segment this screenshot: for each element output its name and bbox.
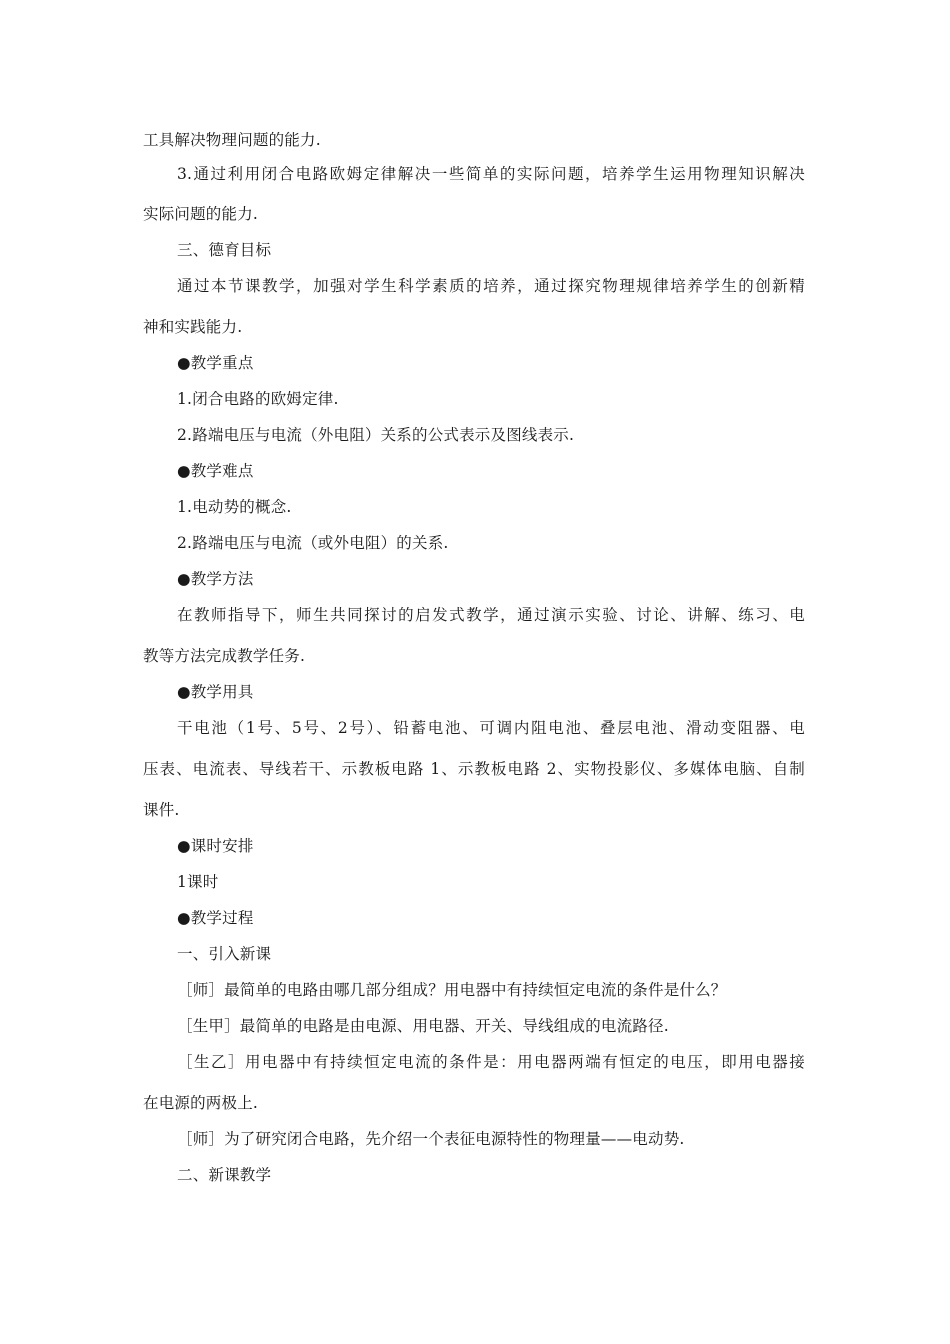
list-item: 1.电动势的概念. (177, 498, 292, 516)
section-heading: ●教学过程 (177, 909, 254, 927)
text-line: 神和实践能力. (143, 318, 243, 336)
dialogue-line: ［生乙］用电器中有持续恒定电流的条件是：用电器两端有恒定的电压，即用电器接 (177, 1053, 805, 1071)
text-line: 1课时 (177, 873, 219, 891)
section-heading: 二、新课教学 (177, 1166, 272, 1184)
dialogue-line: ［师］为了研究闭合电路，先介绍一个表征电源特性的物理量——电动势. (177, 1130, 685, 1148)
section-heading: 三、德育目标 (177, 241, 272, 259)
section-heading: ●教学重点 (177, 354, 254, 372)
text-line: 在电源的两极上. (143, 1094, 259, 1112)
text-line: 压表、电流表、导线若干、示教板电路 1、示教板电路 2、实物投影仪、多媒体电脑、自制 (143, 760, 805, 778)
section-heading: ●教学方法 (177, 570, 254, 588)
list-item: 1.闭合电路的欧姆定律. (177, 390, 339, 408)
section-heading: ●教学用具 (177, 683, 254, 701)
text-line: 课件. (143, 801, 180, 819)
text-line: 实际问题的能力. (143, 205, 259, 223)
dialogue-line: ［生甲］最简单的电路是由电源、用电器、开关、导线组成的电流路径. (177, 1017, 669, 1035)
list-item: 2.路端电压与电流（或外电阻）的关系. (177, 534, 449, 552)
text-line: 工具解决物理问题的能力. (143, 131, 321, 149)
section-heading: 一、引入新课 (177, 945, 272, 963)
list-item: 2.路端电压与电流（外电阻）关系的公式表示及图线表示. (177, 426, 575, 444)
text-line: 干电池（1号、5号、2号）、铅蓄电池、可调内阻电池、叠层电池、滑动变阻器、电 (177, 719, 805, 737)
section-heading: ●教学难点 (177, 462, 254, 480)
text-line: 通过本节课教学，加强对学生科学素质的培养，通过探究物理规律培养学生的创新精 (177, 277, 805, 295)
text-line: 在教师指导下，师生共同探讨的启发式教学，通过演示实验、讨论、讲解、练习、电 (177, 606, 805, 624)
text-line: 教等方法完成教学任务. (143, 647, 306, 665)
dialogue-line: ［师］最简单的电路由哪几部分组成？用电器中有持续恒定电流的条件是什么？ (177, 981, 727, 999)
section-heading: ●课时安排 (177, 837, 254, 855)
text-line: 3.通过利用闭合电路欧姆定律解决一些简单的实际问题，培养学生运用物理知识解决 (177, 165, 805, 183)
